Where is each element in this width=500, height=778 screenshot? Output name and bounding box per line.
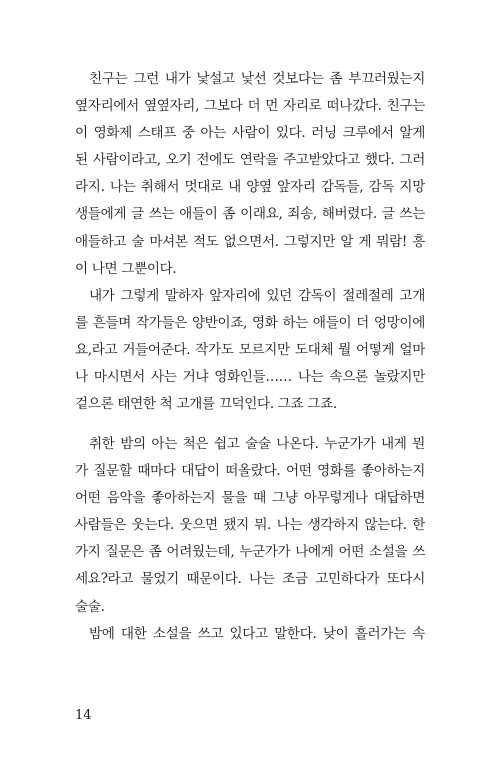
text-line: 이 나면 그뿐이다. — [75, 260, 177, 277]
text-line: 술술. — [75, 598, 105, 615]
text-line: 요,라고 거들어준다. 작가도 모르지만 도대체 뭘 어떻게 얼마 — [75, 341, 425, 358]
text-line: 된 사람이라고, 오기 전에도 연락을 주고받았다고 했다. 그러 — [75, 152, 425, 169]
text-line: 내가 그렇게 말하자 앞자리에 있던 감독이 절레절레 고개 — [89, 287, 425, 304]
text-line: 라지. 나는 취해서 멋대로 내 양옆 앞자리 감독들, 감독 지망 — [75, 179, 425, 196]
text-line: 취한 밤의 아는 척은 쉽고 술술 나온다. 누군가가 내게 뭔 — [89, 436, 425, 452]
text-line: 를 흔들며 작가들은 양반이죠, 영화 하는 애들이 더 엉망이에 — [75, 314, 425, 331]
text-section-1 — [75, 66, 425, 418]
text-line: 이 영화제 스태프 중 아는 사람이 있다. 러닝 크루에서 알게 — [75, 125, 425, 142]
text-line: 밤에 대한 소설을 쓰고 있다고 말한다. 낮이 흘러가는 속 — [89, 625, 425, 642]
text-line: 어떤 음악을 좋아하는지 물을 때 그냥 아무렇게나 대답하면 — [75, 490, 425, 507]
text-line: 사람들은 웃는다. 웃으면 됐지 뭐. 나는 생각하지 않는다. 한 — [75, 517, 425, 534]
text-line: 생들에게 글 쓰는 애들이 좀 이래요, 죄송, 해버렸다. 글 쓰는 — [75, 206, 425, 223]
text-line: 가 질문할 때마다 대답이 떠올랐다. 어떤 영화를 좋아하는지 — [75, 463, 425, 480]
text-line: 친구는 그런 내가 낯설고 낯선 것보다는 좀 부끄러웠는지 — [89, 71, 425, 87]
text-line: 겉으론 태연한 척 고개를 끄덕인다. 그죠 그죠. — [75, 396, 337, 413]
page-number: 14 — [75, 708, 92, 723]
text-line: 나 마시면서 사는 거냐 영화인들…… 나는 속으론 놀랐지만 — [75, 369, 425, 386]
text-line: 세요?라고 물었기 때문이다. 나는 조금 고민하다가 또다시 — [75, 571, 425, 588]
text-section-2 — [75, 431, 425, 648]
text-line: 애들하고 술 마셔본 적도 없으면서. 그렇지만 알 게 뭐람! 흥 — [75, 233, 425, 250]
text-line: 옆자리에서 옆옆자리, 그보다 더 먼 자리로 떠나갔다. 친구는 — [75, 98, 425, 115]
text-line: 가지 질문은 좀 어려웠는데, 누군가가 나에게 어떤 소설을 쓰 — [75, 544, 425, 561]
